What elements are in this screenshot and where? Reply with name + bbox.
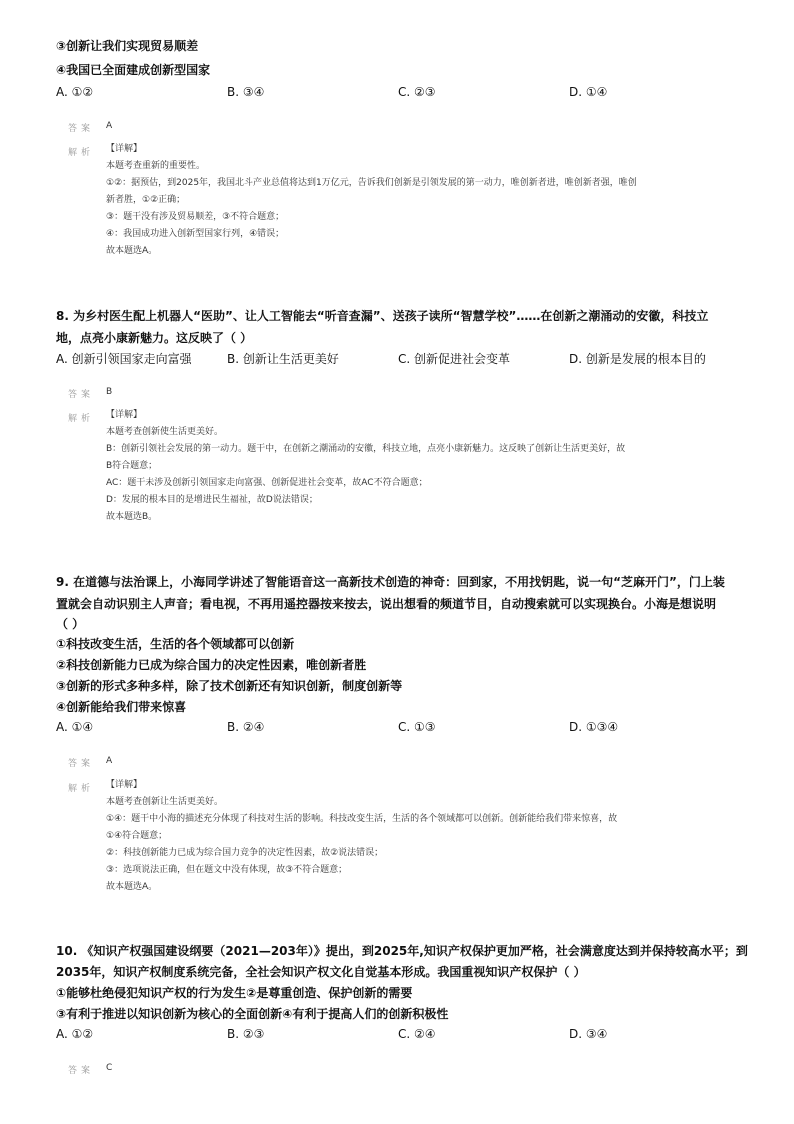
q10-option-b[interactable]: B. ②③ (227, 1027, 265, 1041)
q9-explanation-line: ②：科技创新能力已成为综合国力竞争的决定性因素，故②说法错误； (106, 848, 384, 858)
q8-explanation-line: AC：题干未涉及创新引领国家走向富强、创新促进社会变革，故AC不符合题意； (106, 478, 428, 488)
q7-answer-label: 答案 (68, 124, 95, 134)
q7-option-c[interactable]: C. ②③ (398, 85, 436, 99)
q7-explanation-line: ①②：据预估，到2025年，我国北斗产业总值将达到1万亿元，告诉我们创新是引领发展的第一动力，唯创新者进，唯创新者强，唯创 (106, 178, 637, 188)
q9-option-b[interactable]: B. ②④ (227, 720, 265, 734)
q10-answer-label: 答案 (68, 1066, 95, 1076)
q9-explanation-line: ①④：题干中小海的描述充分体现了科技对生活的影响。科技改变生活，生活的各个领域都可以创新。创新能给我们带来惊喜，故 (106, 814, 618, 824)
q8-explanation-line: B符合题意； (106, 461, 158, 471)
q7-explanation-line: ④：我国成功进入创新型国家行列，④错误； (106, 229, 285, 239)
q9-stem-line: ①科技改变生活，生活的各个领域都可以创新 (56, 637, 295, 651)
q9-option-c[interactable]: C. ①③ (398, 720, 436, 734)
q8-analysis-label: 解析 (68, 414, 95, 424)
q9-analysis-label: 解析 (68, 784, 95, 794)
q8-explanation-line: D：发展的根本目的是增进民生福祉，故D说法错误； (106, 495, 318, 505)
q9-stem-line: ②科技创新能力已成为综合国力的决定性因素，唯创新者胜 (56, 658, 367, 672)
q10-option-c[interactable]: C. ②④ (398, 1027, 436, 1041)
q8-answer: B (106, 387, 113, 397)
q8-explanation-line: 故本题选B。 (106, 512, 158, 522)
q10-stem-line: 2035年，知识产权制度系统完备，全社会知识产权文化自觉基本形成。我国重视知识产权保护（ ） (56, 965, 586, 979)
q7-option-a[interactable]: A. ①② (56, 85, 94, 99)
q10-answer: C (106, 1063, 113, 1073)
q9-explanation-line: ①④符合题意； (106, 831, 168, 841)
q7-explanation-line: 【详解】 (106, 144, 143, 154)
q8-option-d[interactable]: D. 创新是发展的根本目的 (569, 352, 706, 366)
q7-answer: A (106, 121, 113, 131)
q10-options (56, 1027, 746, 1045)
q10-stem-line: 10. 《知识产权强国建设纲要（2021—203年）》提出，到2025年,知识产权保护更加严格，社会满意度达到并保持较高水平；到 (56, 944, 748, 958)
q9-options (56, 720, 746, 738)
q9-explanation (106, 777, 617, 896)
q7-option-d[interactable]: D. ①④ (569, 85, 608, 99)
q8-explanation (106, 407, 625, 526)
q9-answer: A (106, 756, 113, 766)
q7-options (56, 85, 746, 103)
q8-options (56, 350, 746, 368)
q8-option-c[interactable]: C. 创新促进社会变革 (398, 352, 511, 366)
q10-option-a[interactable]: A. ①② (56, 1027, 94, 1041)
q7-explanation (106, 141, 637, 260)
q8-answer-label: 答案 (68, 390, 95, 400)
q7-stem-line: ③创新让我们实现贸易顺差 (56, 39, 199, 53)
q7-option-b[interactable]: B. ③④ (227, 85, 265, 99)
q8-stem-line: 地，点亮小康新魅力。这反映了（ ） (56, 331, 253, 345)
q9-explanation-line: ③：选项说法正确，但在题文中没有体现，故③不符合题意； (106, 865, 348, 875)
q7-explanation-line: 本题考查重新的重要性。 (106, 161, 206, 171)
q8-stem-line: 8. 为乡村医生配上机器人“医助”、让人工智能去“听音查漏”、送孩子读所“智慧学校”……在创新之潮涌动的安徽，科技立 (56, 309, 709, 323)
q9-explanation-line: 故本题选A。 (106, 882, 158, 892)
q8-option-b[interactable]: B. 创新让生活更美好 (227, 352, 339, 366)
q7-explanation-line: 故本题选A。 (106, 246, 158, 256)
q8-explanation-line: 本题考查创新使生活更美好。 (106, 427, 224, 437)
q10-option-d[interactable]: D. ③④ (569, 1027, 608, 1041)
q9-stem-line: 9. 在道德与法治课上，小海同学讲述了智能语音这一高新技术创造的神奇：回到家，不用找钥匙，说一句“芝麻开门”，门上装 (56, 575, 725, 589)
q7-stem-line: ④我国已全面建成创新型国家 (56, 63, 211, 77)
q9-answer-label: 答案 (68, 759, 95, 769)
q9-option-a[interactable]: A. ①④ (56, 720, 94, 734)
q10-stem-line: ①能够杜绝侵犯知识产权的行为发生②是尊重创造、保护创新的需要 (56, 986, 413, 1000)
q9-option-d[interactable]: D. ①③④ (569, 720, 619, 734)
q9-stem-line: 置就会自动识别主人声音；看电视，不再用遥控器按来按去，说出想看的频道节目，自动搜索就可以实现换台。小海是想说明 (56, 597, 717, 611)
q9-stem-line: ④创新能给我们带来惊喜 (56, 700, 187, 714)
q8-explanation-line: 【详解】 (106, 410, 143, 420)
q7-analysis-label: 解析 (68, 148, 95, 158)
q10-stem-line: ③有利于推进以知识创新为核心的全面创新④有利于提高人们的创新积极性 (56, 1007, 449, 1021)
q9-stem-line: ③创新的形式多种多样，除了技术创新还有知识创新，制度创新等 (56, 679, 403, 693)
q9-explanation-line: 本题考查创新让生活更美好。 (106, 797, 224, 807)
q9-stem-line: （ ） (56, 617, 85, 631)
q8-explanation-line: B：创新引领社会发展的第一动力。题干中，在创新之潮涌动的安徽，科技立地，点亮小康新魅力。这反映了创新让生活更美好，故 (106, 444, 626, 454)
q9-explanation-line: 【详解】 (106, 780, 143, 790)
q7-explanation-line: 新者胜，①②正确； (106, 195, 186, 205)
q7-explanation-line: ③：题干没有涉及贸易顺差，③不符合题意； (106, 212, 285, 222)
q8-option-a[interactable]: A. 创新引领国家走向富强 (56, 352, 192, 366)
